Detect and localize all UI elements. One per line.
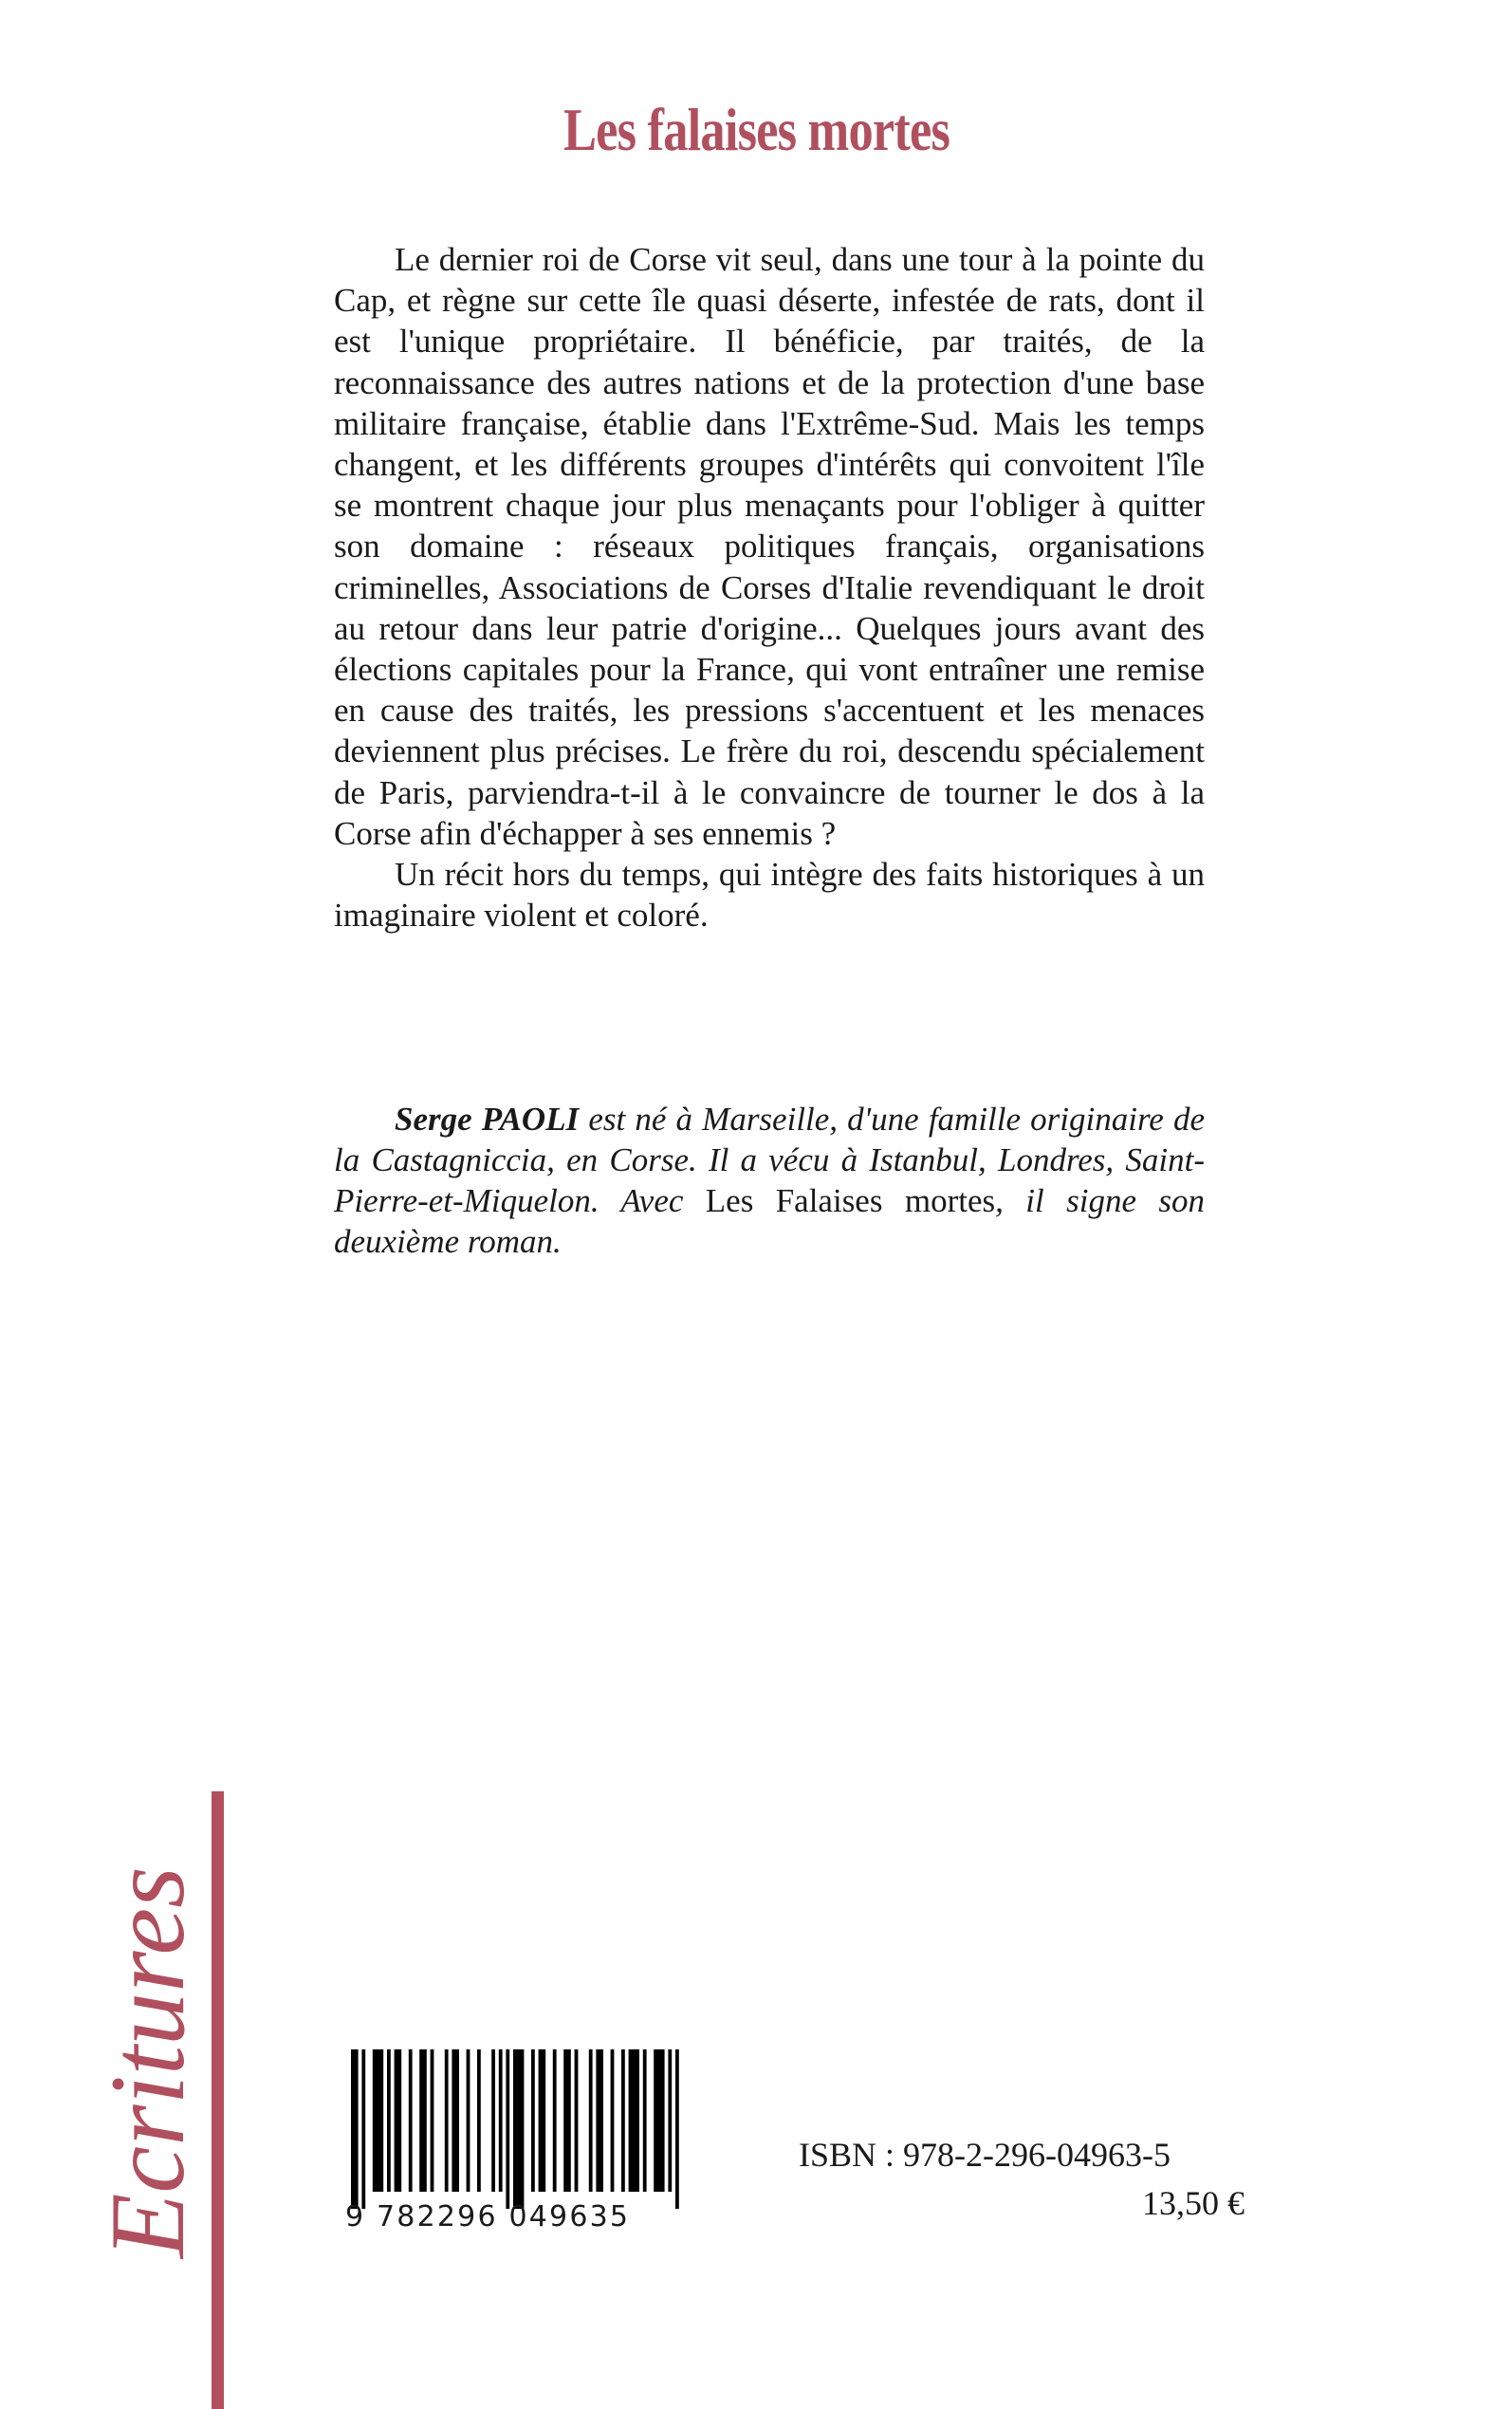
barcode-bar bbox=[431, 2049, 434, 2192]
barcode-bar bbox=[419, 2049, 427, 2192]
barcode bbox=[345, 2049, 687, 2209]
collection-logo: Ecritures bbox=[89, 1866, 207, 2258]
barcode-bars bbox=[345, 2049, 687, 2209]
barcode-bar bbox=[445, 2049, 449, 2192]
barcode-bar bbox=[611, 2049, 615, 2192]
barcode-bar bbox=[668, 2049, 672, 2192]
barcode-bar bbox=[563, 2049, 571, 2192]
barcode-bar bbox=[351, 2049, 359, 2209]
barcode-bar bbox=[409, 2049, 413, 2192]
barcode-bar bbox=[361, 2049, 365, 2209]
barcode-bar bbox=[506, 2049, 509, 2209]
author-bio-text: , il signe son deuxième roman. bbox=[334, 1182, 1205, 1260]
author-name: Serge PAOLI bbox=[395, 1101, 580, 1138]
barcode-bar bbox=[513, 2049, 524, 2209]
barcode-bar bbox=[499, 2049, 503, 2192]
barcode-bar bbox=[575, 2049, 579, 2192]
barcode-bar bbox=[452, 2049, 459, 2192]
barcode-bar bbox=[531, 2049, 535, 2192]
price: 13,50 € bbox=[1142, 2184, 1245, 2222]
barcode-bar bbox=[621, 2049, 625, 2192]
barcode-bar bbox=[643, 2049, 647, 2192]
author-bio bbox=[334, 1099, 1205, 1262]
author-bio-book-title: Les Falaises mortes bbox=[705, 1182, 996, 1219]
collection-accent-bar bbox=[212, 1791, 224, 2409]
barcode-bar bbox=[539, 2049, 546, 2192]
barcode-bar bbox=[675, 2049, 679, 2209]
barcode-bar bbox=[477, 2049, 481, 2192]
barcode-bar bbox=[373, 2049, 383, 2192]
isbn: ISBN : 978-2-296-04963-5 bbox=[799, 2136, 1171, 2174]
barcode-bar bbox=[387, 2049, 391, 2192]
blurb-paragraph: Le dernier roi de Corse vit seul, dans une tour à la pointe du Cap, et règne sur cette île quasi déserte, infestée de rats, dont il est l'unique propriétaire. Il bénéficie, par traités, de la reconnaissance des autres nations et de la protection d'une base militaire française, établie dans l'Extrême-Sud. Mais les temps changent, et les différents groupes d'intérêts qui convoitent l'île se montrent chaque jour plus menaçants pour l'obliger à quitter son domaine : réseaux politiques français, organisations criminelles, Associations de Corses d'Italie revendiquant le droit au retour dans leur patrie d'origine... Quelques jours avant des élections capitales pour la France, qui vont entraîner une remise en cause des traités, les pressions s'accentuent et les menaces deviennent plus précises. Le frère du roi, descendu spécialement de Paris, parviendra-t-il à le convaincre de tourner le dos à la Corse afin d'échapper à ses ennemis ? bbox=[334, 241, 1205, 852]
back-cover-blurb bbox=[334, 239, 1205, 936]
barcode-bar bbox=[629, 2049, 639, 2192]
barcode-bar bbox=[395, 2049, 402, 2192]
barcode-bar bbox=[596, 2049, 603, 2192]
barcode-bar bbox=[553, 2049, 557, 2192]
barcode-bar bbox=[589, 2049, 593, 2192]
blurb-paragraph: Un récit hors du temps, qui intègre des faits historiques à un imaginaire violent et coloré. bbox=[334, 856, 1205, 935]
barcode-bar bbox=[467, 2049, 470, 2192]
barcode-digits: 9 782296 049635 bbox=[345, 2200, 631, 2233]
barcode-bar bbox=[491, 2049, 495, 2192]
book-title: Les falaises mortes bbox=[563, 96, 950, 163]
author-bio-text: est né à Marseille, d'une famille originaire de la Castagniccia, en Corse. Il a vécu à Istanbul, Londres, Saint-Pierre-et-Miquelon. Avec bbox=[334, 1101, 1205, 1219]
barcode-bar bbox=[654, 2049, 664, 2192]
